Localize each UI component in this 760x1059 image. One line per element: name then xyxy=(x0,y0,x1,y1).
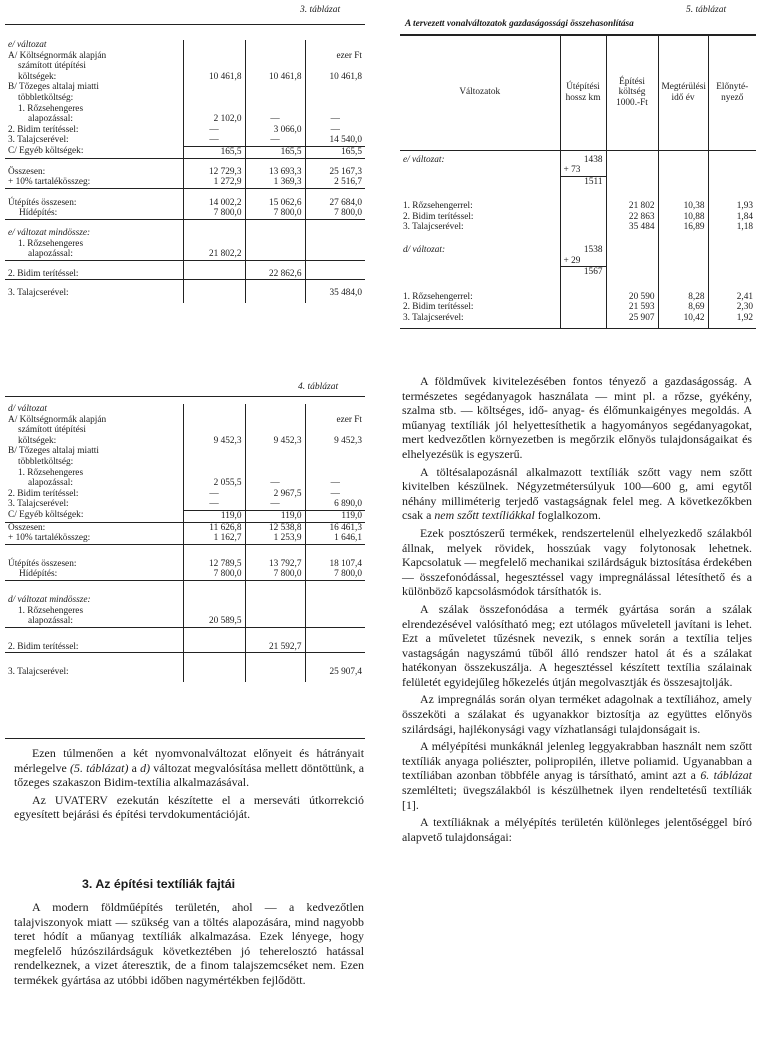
left-body-2 xyxy=(14,900,364,991)
table4-cell: — xyxy=(183,499,245,510)
table3-t1-l1: 1. Rőzsehengeres xyxy=(18,238,84,249)
section-heading: 3. Az építési textíliák fajtái xyxy=(82,877,236,891)
table3-cell: 7 800,0 xyxy=(305,208,365,219)
table5-row: 3. Talajcserével: 25 907 10,42 1,92 xyxy=(400,313,756,324)
paragraph: Ezek posztószerű termékek, rendszertelenül elhelyezkedő szálakból állnak, melyek rövidek, hosszúak vagy folytonosak lehetnek. Kapcsolatuk — megfelelő mechanikai szilárdságuk biztosítása érdekében — összefonódással, hegesztéssel vagy impregnálással létesíthető és a különböző kapcsolásmódok társíthatók is. xyxy=(402,525,752,599)
paragraph: A modern földműépítés területén, ahol — a kedvezőtlen talajviszonyok miatt — szükség van a töltés alapozására, mind nagyobb teret hódít a műanyag textíliák alkalmazása. Ezek lényege, hogy megfelelő húzószilárdságuk következtében jó teherelosztó hatással rendelkeznek, a vizet áteresztik, de a finom talajszemcséket nem. Ezen termékek gyártása az utóbbi időben nagymértékben fejlődött. xyxy=(14,900,364,987)
table3-cell: 10 461,8 xyxy=(245,51,305,83)
table3-rowB1-l2: alapozással: xyxy=(28,114,73,125)
table4-cell: 1 162,7 xyxy=(183,533,245,544)
table4-cell: 21 592,7 xyxy=(245,642,305,653)
paragraph: A szálak összefonódása a termék gyártása során a szálak elrendezésével valósítható meg; ezt utólagos műveletell javítani is lehet. Ezt a műveletet tűzésnek nevezik, s ennek során a textília teljes vastagságán nagyszámú tűből álló rendszer hatol át és a szálakat hatékonyan összekuszálja. A hegesztéssel készített textília szálainak felületét egyidejűleg hőkezelés útján megolvasztják és összesajtolják. xyxy=(402,601,752,689)
table4-cell: 6 890,0 xyxy=(305,499,365,510)
table3-rowB-l2: többletköltség: xyxy=(18,92,74,103)
table5-header: Előnyté-nyező xyxy=(708,36,756,150)
table3-cell: 7 800,0 xyxy=(183,208,245,219)
table5-row: 3. Talajcserével: 35 484 16,89 1,18 xyxy=(400,222,756,233)
table4-bottom-rule xyxy=(5,738,365,739)
table4-cell: 1 253,9 xyxy=(245,533,305,544)
table5 xyxy=(400,36,756,329)
table4-cell: 2 967,5 xyxy=(245,489,305,500)
table4-t3: 3. Talajcserével: xyxy=(8,667,69,678)
table3-rowA-l1: A/ Költségnormák alapján xyxy=(8,50,107,61)
table4-reserve: + 10% tartalékösszeg: xyxy=(8,533,91,544)
table4-cell: 12 538,8 xyxy=(245,522,305,533)
table4-rowB1-l1: 1. Rőzsehengeres xyxy=(18,467,84,478)
table5-title: A tervezett vonalváltozatok gazdaságossági összehasonlítása xyxy=(405,19,634,29)
table3-cell: 3 066,0 xyxy=(245,125,305,136)
table3-rowC: C/ Egyéb költségek: xyxy=(8,146,84,157)
table4-rowA-l3: költségek: xyxy=(18,435,57,446)
table4-top-rule xyxy=(5,396,365,397)
table3-total-title: e/ változat mindössze: xyxy=(8,227,91,238)
table3-reserve: + 10% tartalékösszeg: xyxy=(8,177,91,188)
table4-cell: 16 461,3 xyxy=(305,522,365,533)
table3-unit-header: ezer Ft xyxy=(336,50,362,61)
table3-cell: 7 800,0 xyxy=(245,208,305,219)
table3-cell: 22 862,6 xyxy=(245,269,305,280)
table3-cell: — xyxy=(305,104,365,125)
table4-cell: 11 626,8 xyxy=(183,522,245,533)
table3-cell: 35 484,0 xyxy=(305,288,365,299)
table4-cell: 13 792,7 xyxy=(245,559,305,570)
paragraph: Az impregnálás során olyan terméket adagolnak a textíliához, amely összeköti a szálakat és ugyanakkor biztosítja az együttes előnyös szilárdsági, hajlékonysági vagy vízhatlansági tulajdonságait is. xyxy=(402,692,752,736)
table3-cell: 21 802,2 xyxy=(183,239,245,261)
table3-cell: — xyxy=(245,135,305,146)
table4-cell: — xyxy=(245,468,305,489)
table5-row: 2. Bidim terítéssel: 21 593 8,69 2,30 xyxy=(400,302,756,313)
table3-rowB3: 3. Talajcserével: xyxy=(8,135,69,146)
paragraph: A mélyépítési munkáknál jelenleg leggyakrabban használt nem szőtt textíliák anyaga poliészter, polipropilén, illetve poliamid. Ugyanabban a textíliában azonban többféle anyag is társítható, amint azt a 6. táblázat szemlélteti; üvegszálakból is készülhetnek ilyen rendeltetésű textíliák [1]. xyxy=(402,739,752,812)
table5-row: 1. Rőzsehengerrel: 21 802 10,38 1,93 xyxy=(400,201,756,212)
table3-rowA-l2: számított útépítési xyxy=(18,61,86,72)
table4-rowA-l2: számított útépítési xyxy=(18,425,86,436)
table3-cell: 10 461,8 xyxy=(183,51,245,83)
left-body xyxy=(14,746,364,825)
table3-cell: 165,5 xyxy=(183,146,245,158)
table3-cell: 1 369,3 xyxy=(245,177,305,188)
table3-rowA-l3: költségek: xyxy=(18,71,57,82)
table3-cell: — xyxy=(305,125,365,136)
table5-header: Építési költség 1000.-Ft xyxy=(606,36,658,150)
table5-row: 2. Bidim terítéssel: 22 863 10,88 1,84 xyxy=(400,212,756,223)
table3-rowB1-l1: 1. Rőzsehengeres xyxy=(18,103,84,114)
table4-cell: 119,0 xyxy=(183,510,245,522)
table5-len: 1438 xyxy=(560,155,606,166)
table4-unit-header: ezer Ft xyxy=(336,414,362,425)
table3-cell: 27 684,0 xyxy=(305,198,365,209)
table4-cell: 18 107,4 xyxy=(305,559,365,570)
table4-cell: 9 452,3 xyxy=(183,415,245,447)
table4-t1-l1: 1. Rőzsehengeres xyxy=(18,605,84,616)
table4-rowB3: 3. Talajcserével: xyxy=(8,499,69,510)
table4-cell: 7 800,0 xyxy=(305,569,365,580)
table4-caption: 4. táblázat xyxy=(298,382,339,392)
table4-cell: 2 055,5 xyxy=(183,468,245,489)
table3-cell: 14 002,2 xyxy=(183,198,245,209)
table3-cell: 10 461,8 xyxy=(329,71,362,82)
table3-cell: — xyxy=(183,125,245,136)
table4-total-title: d/ változat mindössze: xyxy=(8,594,91,605)
table5-header: Változatok xyxy=(400,36,560,150)
table3-t2: 2. Bidim terítéssel: xyxy=(8,268,79,279)
table5-caption: 5. táblázat xyxy=(686,5,727,15)
table4-cell: — xyxy=(183,489,245,500)
table4-cell: 9 452,3 xyxy=(334,435,362,446)
table4-rowB1-l2: alapozással: xyxy=(28,478,73,489)
table3-bridge: Hídépítés: xyxy=(19,208,58,219)
table4-rowB2: 2. Bidim terítéssel: xyxy=(8,488,79,499)
table3-cell: 2 516,7 xyxy=(305,177,365,188)
paragraph: Ezen túlmenően a két nyomvonalváltozat előnyeit és hátrányait mérlegelve (5. táblázat) a d) változat megvalósítása mellett döntöttünk, a tőzeges szakaszon Bidim-textília alkalmazásával. xyxy=(14,746,364,790)
table4-t1-l2: alapozással: xyxy=(28,616,73,627)
table4-cell: 7 800,0 xyxy=(245,569,305,580)
table5-len: 1538 xyxy=(560,245,606,256)
table4-cell: 9 452,3 xyxy=(245,415,305,447)
table3-caption: 3. táblázat xyxy=(300,5,341,15)
table5-len-total: 1567 xyxy=(560,267,606,278)
table4 xyxy=(5,404,365,682)
table4-rowA-l1: A/ Költségnormák alapján xyxy=(8,414,107,425)
table4-variant: d/ változat xyxy=(8,404,47,414)
table3-t1-l2: alapozással: xyxy=(28,249,73,260)
table4-cell: — xyxy=(245,499,305,510)
table5-header: Megtérülési idő év xyxy=(658,36,708,150)
table3-cell: — xyxy=(183,135,245,146)
right-body xyxy=(402,374,752,847)
paragraph: A töltésalapozásnál alkalmazott textíliák szőtt vagy nem szőtt kivitelben készülnek. Négyzetmétersúlyuk 100—600 g, ami egytől néhány milliméterig terjedő vastagságnak felel meg. A következőkben csak a nem szőtt textíliákkal foglalkozom. xyxy=(402,464,752,523)
table4-cell: 1 646,1 xyxy=(305,533,365,544)
table3-cell: 14 540,0 xyxy=(305,135,365,146)
table3-cell: 1 272,9 xyxy=(183,177,245,188)
table4-bridge: Hídépítés: xyxy=(19,569,58,580)
table5-len: + 29 xyxy=(560,256,606,267)
paragraph: Az UVATERV ezekután készítette el a merseváti útkorrekció egyesített bejárási és építési tervdokumentációját. xyxy=(14,792,364,822)
table3-cell: 12 729,3 xyxy=(183,167,245,178)
table4-road: Útépítés összesen: xyxy=(8,558,77,569)
table3-cell: 25 167,3 xyxy=(305,167,365,178)
table4-cell: — xyxy=(305,468,365,489)
paragraph: A földművek kivitelezésében fontos tényező a gazdaságosság. A természetes segédanyagok használata — mint pl. a rőzse, gyékény, szalma stb. — költséges, idő- anyag- és élőmunkaigényes megoldás. A műanyag textíliák jól helyettesíthetik a hagyományos segédanyagokat, mert kedvezőtlen környezetben is megőrzik előnyös tulajdonságaikat és elhelyezésük is egyszerű. xyxy=(402,374,752,461)
table4-cell: 7 800,0 xyxy=(183,569,245,580)
table4-cell: 119,0 xyxy=(245,510,305,522)
table4-cell: — xyxy=(305,489,365,500)
table4-cell: 20 589,5 xyxy=(183,606,245,628)
table3-rowB-l1: B/ Tőzeges altalaj miatti xyxy=(8,82,99,93)
table5-len-total: 1511 xyxy=(560,176,606,187)
table3-cell: — xyxy=(245,104,305,125)
table5-row: 1. Rőzsehengerrel: 20 590 8,28 2,41 xyxy=(400,292,756,303)
table3 xyxy=(5,40,365,303)
table3-top-rule xyxy=(5,24,365,25)
table3-cell: 165,5 xyxy=(245,146,305,158)
table4-rowB-l2: többletköltség: xyxy=(18,456,74,467)
table4-rowB-l1: B/ Tőzeges altalaj miatti xyxy=(8,446,99,457)
table3-sum: Összesen: xyxy=(8,166,46,177)
table5-variant-e: e/ változat: xyxy=(403,154,445,165)
table4-rowC: C/ Egyéb költségek: xyxy=(8,510,84,521)
table5-variant-d: d/ változat: xyxy=(403,245,446,256)
table3-cell: 15 062,6 xyxy=(245,198,305,209)
table4-cell: 12 789,5 xyxy=(183,559,245,570)
table3-rowB2: 2. Bidim terítéssel: xyxy=(8,124,79,135)
table4-sum: Összesen: xyxy=(5,522,183,533)
table3-cell: 13 693,3 xyxy=(245,167,305,178)
table4-cell: 119,0 xyxy=(305,510,365,522)
table3-road: Útépítés összesen: xyxy=(8,197,77,208)
table4-t2: 2. Bidim terítéssel: xyxy=(8,641,79,652)
table3-cell: 2 102,0 xyxy=(183,104,245,125)
table5-header: Útépítési hossz km xyxy=(560,36,606,150)
table3-cell: 165,5 xyxy=(305,146,365,158)
table5-len: + 73 xyxy=(560,165,606,176)
table3-t3: 3. Talajcserével: xyxy=(8,288,69,299)
paragraph: A textíliáknak a mélyépítés területén különleges jelentőséggel bíró alapvető tulajdonságai: xyxy=(402,815,752,844)
table4-cell: 25 907,4 xyxy=(305,667,365,678)
table3-variant: e/ változat xyxy=(8,40,47,50)
